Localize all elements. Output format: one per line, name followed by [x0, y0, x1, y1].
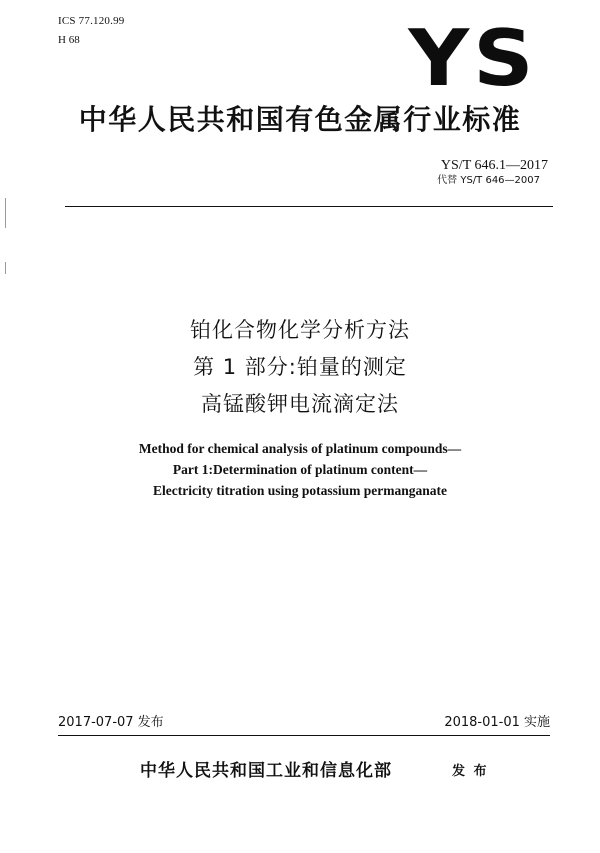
scan-edge-mark	[5, 198, 6, 228]
standard-category-title: 中华人民共和国有色金属行业标准	[78, 103, 522, 136]
replaced-standard: 代替 YS/T 646—2007	[437, 175, 540, 186]
footer-divider	[58, 735, 550, 736]
ccs-code: H 68	[58, 34, 80, 46]
svg-text:YS: YS	[408, 16, 538, 96]
standard-number: YS/T 646.1—2017	[440, 158, 548, 173]
ys-logo	[398, 16, 548, 96]
ics-code: ICS 77.120.99	[58, 15, 125, 27]
header-divider	[65, 206, 553, 207]
title-cn-line-3: 高锰酸钾电流滴定法	[201, 392, 399, 416]
title-cn-line-1: 铂化合物化学分析方法	[190, 318, 410, 342]
title-en-line-3: Electricity titration using potassium permanganate	[153, 483, 447, 498]
implementation-date: 2018-01-01 实施	[444, 715, 550, 730]
publish-label: 发 布	[452, 764, 489, 779]
issue-date: 2017-07-07 发布	[58, 715, 164, 730]
publisher-name: 中华人民共和国工业和信息化部	[140, 761, 392, 781]
title-en-line-1: Method for chemical analysis of platinum compounds—	[138, 441, 462, 456]
scan-edge-mark	[5, 262, 6, 274]
title-en-line-2: Part 1:Determination of platinum content—	[172, 462, 428, 477]
title-cn-line-2: 第 1 部分:铂量的测定	[193, 355, 407, 379]
